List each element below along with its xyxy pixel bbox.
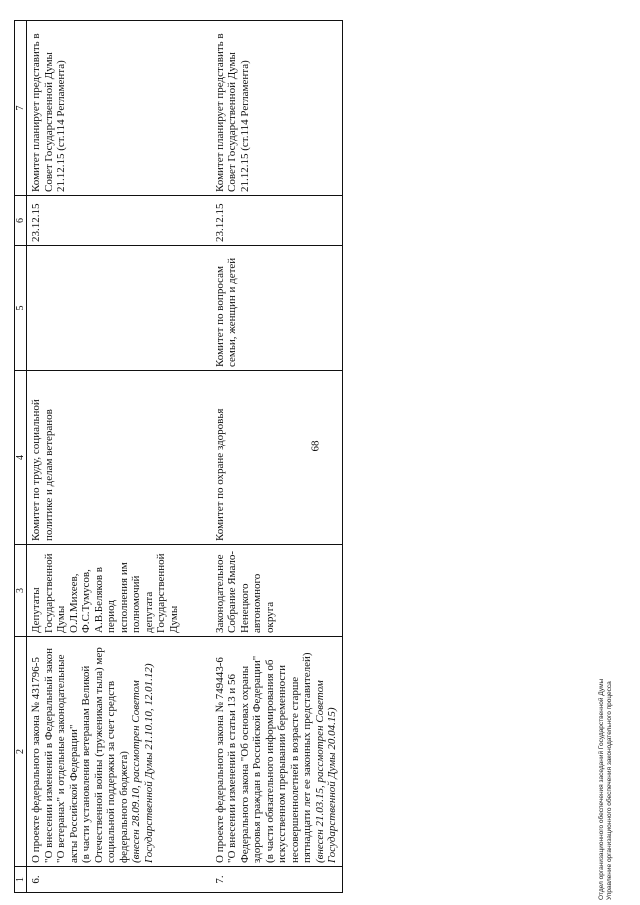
col-header-6: 6 [15,196,27,246]
bill-title-line: О проекте федерального закона № 431796-5 [30,657,42,863]
bill-title [27,637,211,867]
plan-cell: Комитет планирует представить в Совет Государственной Думы 21.12.15 (ст.114 Регламента) [27,21,211,196]
co-committee: Комитет по вопросам семьи, женщин и детей [211,246,343,371]
date-cell: 23.12.15 [27,196,211,246]
header-row [15,21,27,893]
bill-title-line: "О внесении изменений в Федеральный закон [42,648,55,863]
bill-title-line: Федерального закона "Об основах охраны [238,665,251,863]
col-header-7: 7 [15,21,27,196]
bill-note-line: Государственной Думы 21.10.10, 12.01.12) [142,663,155,863]
col-header-1: 1 [15,867,27,893]
plan-cell: Комитет планирует представить в Совет Государственной Думы 21.12.15 (ст.114 Регламента) [211,21,343,196]
bill-title-line: федерального бюджета) [117,751,130,863]
bill-title-line: искусственном прерывании беременности [276,665,288,863]
bill-title-line: социальной поддержки за счет средств [105,680,117,863]
bill-title-line: пятнадцати лет ее законных представителей) [301,652,313,863]
col-header-3: 3 [15,545,27,637]
rotated-page [0,10,338,905]
bill-title-line: (в части обязательного информирования об [263,659,276,863]
bill-title-line: "О внесении изменений в статьи 13 и 56 [226,673,238,863]
bill-title [211,637,343,867]
bill-title-line: О проекте федерального закона № 749443-6 [213,657,226,863]
bill-note-line: Государственной Думы 20.04.15) [326,707,338,863]
footer [598,640,614,900]
bills-table [14,20,343,893]
bill-author: Законодательное Собрание Ямало-Ненецкого автономного округа [211,545,343,637]
table-row [211,21,343,893]
bill-title-line: здоровья граждан в Российской Федерации" [251,655,263,863]
bill-note-line: (внесен 21.03.15, рассмотрен Советом [313,680,326,863]
bill-title-line: акты Российской Федерации" [67,724,80,863]
bill-title-line: "О ветеранах" и отдельные законодательные [55,654,67,863]
table-row [27,21,211,893]
row-number: 7. [211,867,343,893]
bill-note-line: (внесен 28.09.10, рассмотрен Советом [130,680,142,863]
bill-title-line: несовершеннолетней в возрасте старше [288,676,301,863]
footer-line: Управление организационного обеспечения законодательного процесса [606,681,613,900]
col-header-5: 5 [15,246,27,371]
co-committee [27,246,211,371]
bill-title-line: Отечественной войны (труженикам тыла) мер [92,647,105,863]
col-header-2: 2 [15,637,27,867]
bill-author: Депутаты Государственной Думы О.Л.Михеев, Ф.С.Тумусов, А.В.Беляков в период исполнения им полномочий депутата Государственной Думы [27,545,211,637]
footer-line: Отдел организационного обеспечения заседаний Государственной Думы [598,678,605,900]
bill-title-line: (в части установления ветеранам Великой [80,665,92,863]
responsible-committee: Комитет по охране здоровья [211,371,343,545]
date-cell: 23.12.15 [211,196,343,246]
page-number: 68 [309,440,322,452]
col-header-4: 4 [15,371,27,545]
responsible-committee: Комитет по труду, социальной политике и делам ветеранов [27,371,211,545]
row-number: 6. [27,867,211,893]
